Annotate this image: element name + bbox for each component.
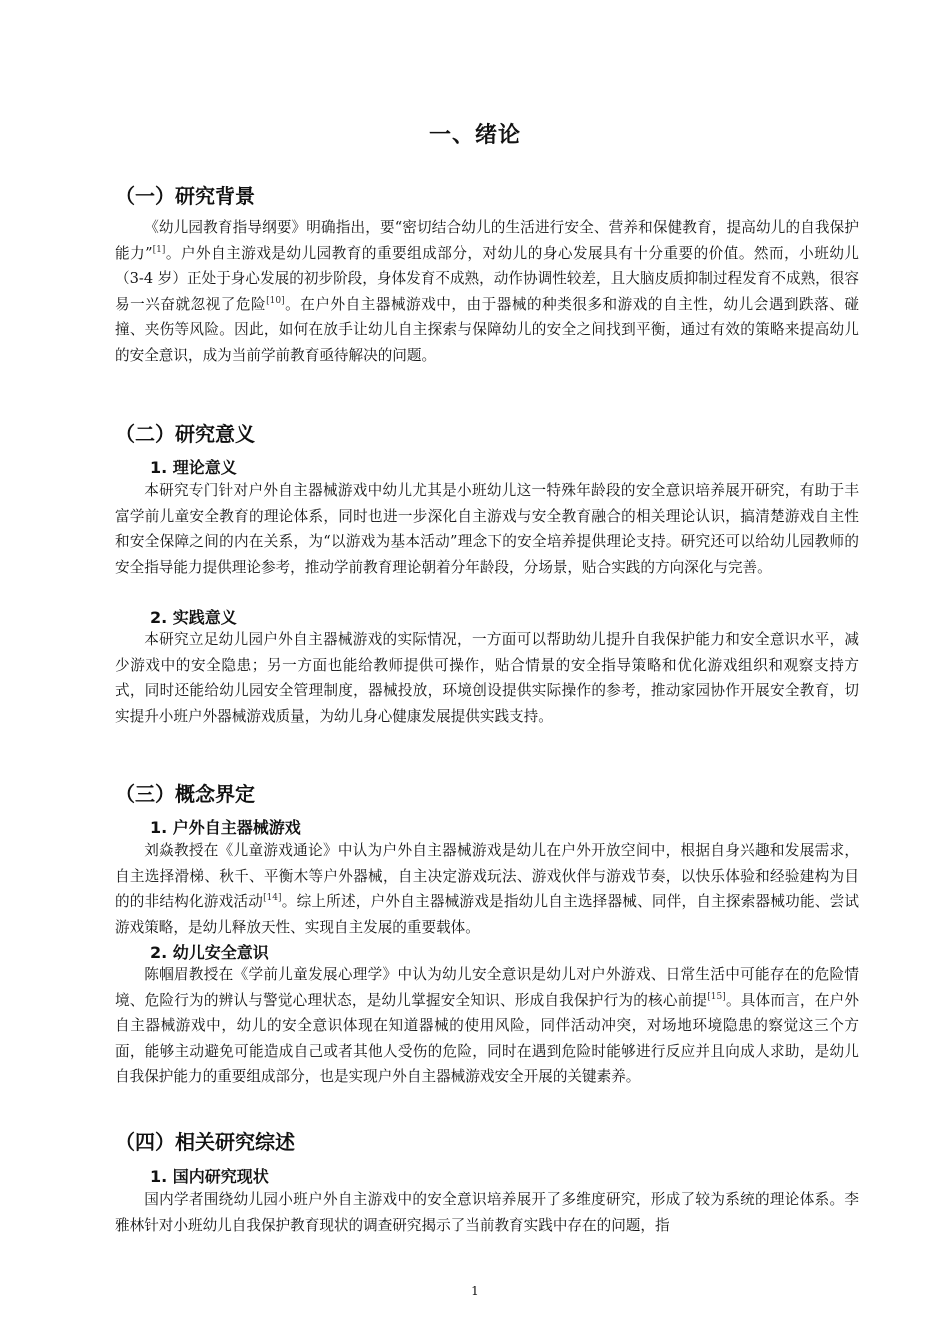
page-number: 1 xyxy=(471,1284,479,1298)
paragraph-background: 《幼儿园教育指导纲要》明确指出，要“密切结合幼儿的生活进行安全、营养和保健教育，提高幼儿的自我保护能力”[1]。户外自主游戏是幼儿园教育的重要组成部分，对幼儿的身心发展具有十分重要的价值。然而，小班幼儿（3-4 岁）正处于身心发展的初步阶段，身体发育不成熟，动作协调性较差，且大脑皮质抑制过程发育不成熟，很容易一兴奋就忽视了危险[10]。在户外自主器械游戏中，由于器械的种类很多和游戏的自主性，幼儿会遇到跌落、碰撞、夹伤等风险。因此，如何在放手让幼儿自主探索与保障幼儿的安全之间找到平衡，通过有效的策略来提高幼儿的安全意识，成为当前学前教育亟待解决的问题。 xyxy=(115,219,859,364)
subheading-domestic: 1. 国内研究现状 xyxy=(150,1167,269,1186)
subheading-practical: 2. 实践意义 xyxy=(150,608,237,627)
chapter-title: 一、绪论 xyxy=(428,123,521,148)
section-heading-significance: （二）研究意义 xyxy=(115,422,255,446)
subheading-theoretical: 1. 理论意义 xyxy=(150,458,237,477)
citation-ref: [14] xyxy=(263,893,282,904)
paragraph-domestic: 国内学者围绕幼儿园小班户外自主游戏中的安全意识培养展开了多维度研究，形成了较为系统的理论体系。李雅林针对小班幼儿自我保护教育现状的调查研究揭示了当前教育实践中存在的问题，指 xyxy=(115,1191,859,1234)
subheading-safety-awareness: 2. 幼儿安全意识 xyxy=(150,943,269,962)
citation-ref: [1] xyxy=(152,244,166,255)
citation-ref: [10] xyxy=(266,295,285,306)
paragraph-practical: 本研究立足幼儿园户外自主器械游戏的实际情况，一方面可以帮助幼儿提升自我保护能力和安全意识水平，减少游戏中的安全隐患；另一方面也能给教师提供可操作，贴合情景的安全指导策略和优化游戏组织和观察支持方式，同时还能给幼儿园安全管理制度，器械投放，环境创设提供实际操作的参考，推动家园协作开展安全教育，切实提升小班户外器械游戏质量，为幼儿身心健康发展提供实践支持。 xyxy=(115,631,859,725)
section-heading-background: （一）研究背景 xyxy=(115,184,255,208)
section-heading-concepts: （三）概念界定 xyxy=(115,782,255,806)
paragraph-outdoor-games: 刘焱教授在《儿童游戏通论》中认为户外自主器械游戏是幼儿在户外开放空间中，根据自身兴趣和发展需求，自主选择滑梯、秋千、平衡木等户外器械，自主决定游戏玩法、游戏伙伴与游戏节奏，以快乐体验和经验建构为目的的非结构化游戏活动[14]。综上所述，户外自主器械游戏是指幼儿自主选择器械、同伴，自主探索器械功能、尝试游戏策略，是幼儿释放天性、实现自主发展的重要载体。 xyxy=(115,842,859,936)
section-heading-review: （四）相关研究综述 xyxy=(115,1130,295,1154)
paragraph-safety-awareness: 陈帼眉教授在《学前儿童发展心理学》中认为幼儿安全意识是幼儿对户外游戏、日常生活中可能存在的危险情境、危险行为的辨认与警觉心理状态，是幼儿掌握安全知识、形成自我保护行为的核心前提[15]。具体而言，在户外自主器械游戏中，幼儿的安全意识体现在知道器械的使用风险，同伴活动冲突，对场地环境隐患的察觉这三个方面，能够主动避免可能造成自己或者其他人受伤的危险，同时在遇到危险时能够进行反应并且向成人求助，是幼儿自我保护能力的重要组成部分，也是实现户外自主器械游戏安全开展的关键素养。 xyxy=(115,966,859,1086)
subheading-outdoor-games: 1. 户外自主器械游戏 xyxy=(150,818,301,837)
paragraph-theoretical: 本研究专门针对户外自主器械游戏中幼儿尤其是小班幼儿这一特殊年龄段的安全意识培养展开研究，有助于丰富学前儿童安全教育的理论体系，同时也进一步深化自主游戏与安全教育融合的相关理论认识，搞清楚游戏自主性和安全保障之间的内在关系，为“以游戏为基本活动”理念下的安全培养提供理论支持。研究还可以给幼儿园教师的安全指导能力提供理论参考，推动学前教育理论朝着分年龄段，分场景，贴合实践的方向深化与完善。 xyxy=(115,482,859,576)
citation-ref: [15] xyxy=(707,991,726,1002)
